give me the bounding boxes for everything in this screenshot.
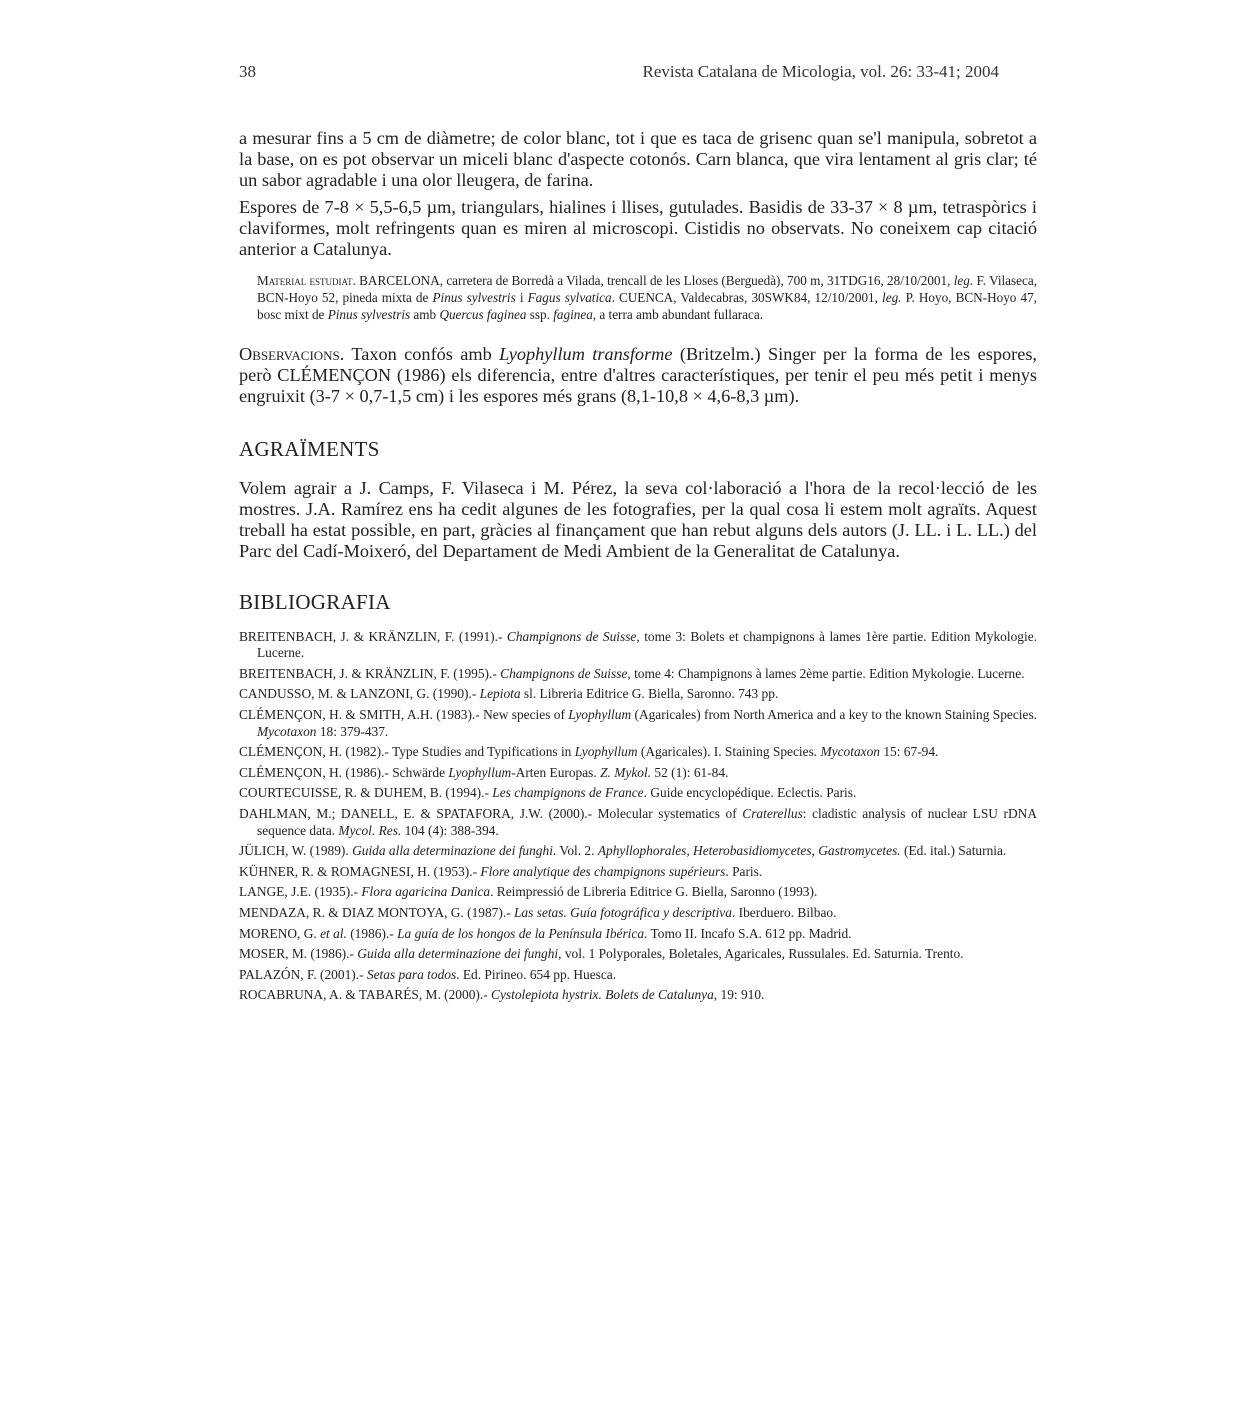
reference-entry: KÜHNER, R. & ROMAGNESI, H. (1953).- Flore analytique des champignons supérieurs. Paris.: [239, 863, 763, 879]
main-content: [239, 128, 1037, 1008]
reference-entry: MORENO, G. et al. (1986).- La guía de los hongos de la Península Ibérica. Tomo II. Incafo S.A. 612 pp. Madrid.: [239, 925, 852, 941]
microscopy-paragraph: Espores de 7-8 × 5,5-6,5 µm, triangulars, hialines i llises, gutulades. Basidis de 33-37 × 8 µm, tetraspòrics i claviformes, molt refringents quan es miren al microscopi. Cistidis no observats. No coneixem cap citació anterior a Catalunya.: [239, 197, 1037, 259]
acknowledgements-text: Volem agrair a J. Camps, F. Vilaseca i M. Pérez, la seva col·laboració a l'hora de la recol·lecció de les mostres. J.A. Ramírez ens ha cedit algunes de les fotografies, per la qual cosa li estem molt agraïts. Aquest treball ha estat possible, en part, gràcies al finançament que han rebut alguns dels autors (J. LL. i L. LL.) del Parc del Cadí-Moixeró, del Departament de Medi Ambient de la Generalitat de Catalunya.: [239, 477, 1037, 561]
reference-entry: CANDUSSO, M. & LANZONI, G. (1990).- Lepiota sl. Libreria Editrice G. Biella, Saronno. 743 pp.: [239, 686, 779, 702]
acknowledgements-heading: AGRAÏMENTS: [239, 436, 380, 461]
reference-entry: COURTECUISSE, R. & DUHEM, B. (1994).- Les champignons de France. Guide encyclopédique. Eclectis. Paris.: [239, 785, 857, 801]
reference-entry: PALAZÓN, F. (2001).- Setas para todos. Ed. Pirineo. 654 pp. Huesca.: [239, 966, 617, 982]
reference-entry: DAHLMAN, M.; DANELL, E. & SPATAFORA, J.W. (2000).- Molecular systematics of Craterellus: cladistic analysis of nuclear LSU rDNA sequence data. Mycol. Res. 104 (4): 388-394.: [239, 805, 1038, 838]
reference-entry: MOSER, M. (1986).- Guida alla determinazione dei funghi, vol. 1 Polyporales, Boletales, Agaricales, Russulales. Ed. Saturnia. Trento.: [239, 946, 964, 962]
material-studied: Material estudiat. BARCELONA, carretera de Borredà a Vilada, trencall de les Lloses (Berguedà), 700 m, 31TDG16, 28/10/2001, leg. F. Vilaseca, BCN-Hoyo 52, pineda mixta de Pinus sylvestris i Fagus sylvatica. CUENCA, Valdecabras, 30SWK84, 12/10/2001, leg. P. Hoyo, BCN-Hoyo 47, bosc mixt de Pinus sylvestris amb Quercus faginea ssp. faginea, a terra amb abundant fullaraca.: [257, 273, 1037, 323]
reference-list: [239, 629, 1037, 1004]
running-head: [239, 62, 999, 82]
journal-citation: Revista Catalana de Micologia, vol. 26: 33-41; 2004: [642, 62, 999, 81]
reference-entry: BREITENBACH, J. & KRÄNZLIN, F. (1991).- Champignons de Suisse, tome 3: Bolets et champignons à lames 1ère partie. Edition Mykologie. Lucerne.: [239, 628, 1037, 661]
reference-entry: JÜLICH, W. (1989). Guida alla determinazione dei funghi. Vol. 2. Aphyllophorales, Heterobasidiomycetes, Gastromycetes. (Ed. ital.) Saturnia.: [239, 843, 1007, 859]
reference-entry: CLÉMENÇON, H. (1982).- Type Studies and Typifications in Lyophyllum (Agaricales). I. Staining Species. Mycotaxon 15: 67-94.: [239, 744, 939, 760]
reference-entry: MENDAZA, R. & DIAZ MONTOYA, G. (1987).- Las setas. Guía fotográfica y descriptiva. Iberduero. Bilbao.: [239, 904, 837, 920]
reference-entry: BREITENBACH, J. & KRÄNZLIN, F. (1995).- Champignons de Suisse, tome 4: Champignons à lames 2ème partie. Edition Mykologie. Lucerne.: [239, 665, 1025, 681]
reference-entry: CLÉMENÇON, H. (1986).- Schwärde Lyophyllum-Arten Europas. Z. Mykol. 52 (1): 61-84.: [239, 764, 729, 780]
observations-label: Observacions.: [239, 343, 345, 364]
material-label: Material estudiat.: [257, 273, 356, 288]
reference-entry: CLÉMENÇON, H. & SMITH, A.H. (1983).- New species of Lyophyllum (Agaricales) from North America and a key to the known Staining Species. Mycotaxon 18: 379-437.: [239, 706, 1037, 739]
reference-entry: LANGE, J.E. (1935).- Flora agaricina Danica. Reimpressió de Libreria Editrice G. Biella, Saronno (1993).: [239, 884, 818, 900]
bibliography-heading: BIBLIOGRAFIA: [239, 589, 391, 614]
description-paragraph: a mesurar fins a 5 cm de diàmetre; de color blanc, tot i que es taca de grisenc quan se'l manipula, sobretot a la base, on es pot observar un miceli blanc d'aspecte cotonós. Carn blanca, que vira lentament al gris clar; té un sabor agradable i una olor lleugera, de farina.: [239, 128, 1037, 190]
page-number: 38: [239, 62, 256, 81]
observations-paragraph: Observacions. Taxon confós amb Lyophyllum transforme (Britzelm.) Singer per la forma de les espores, però CLÉMENÇON (1986) els diferencia, entre d'altres característiques, per tenir el peu més petit i menys engruixit (3-7 × 0,7-1,5 cm) i les espores més grans (8,1-10,8 × 4,6-8,3 µm).: [239, 343, 1038, 406]
reference-entry: ROCABRUNA, A. & TABARÉS, M. (2000).- Cystolepiota hystrix. Bolets de Catalunya, 19: 910.: [239, 987, 765, 1003]
